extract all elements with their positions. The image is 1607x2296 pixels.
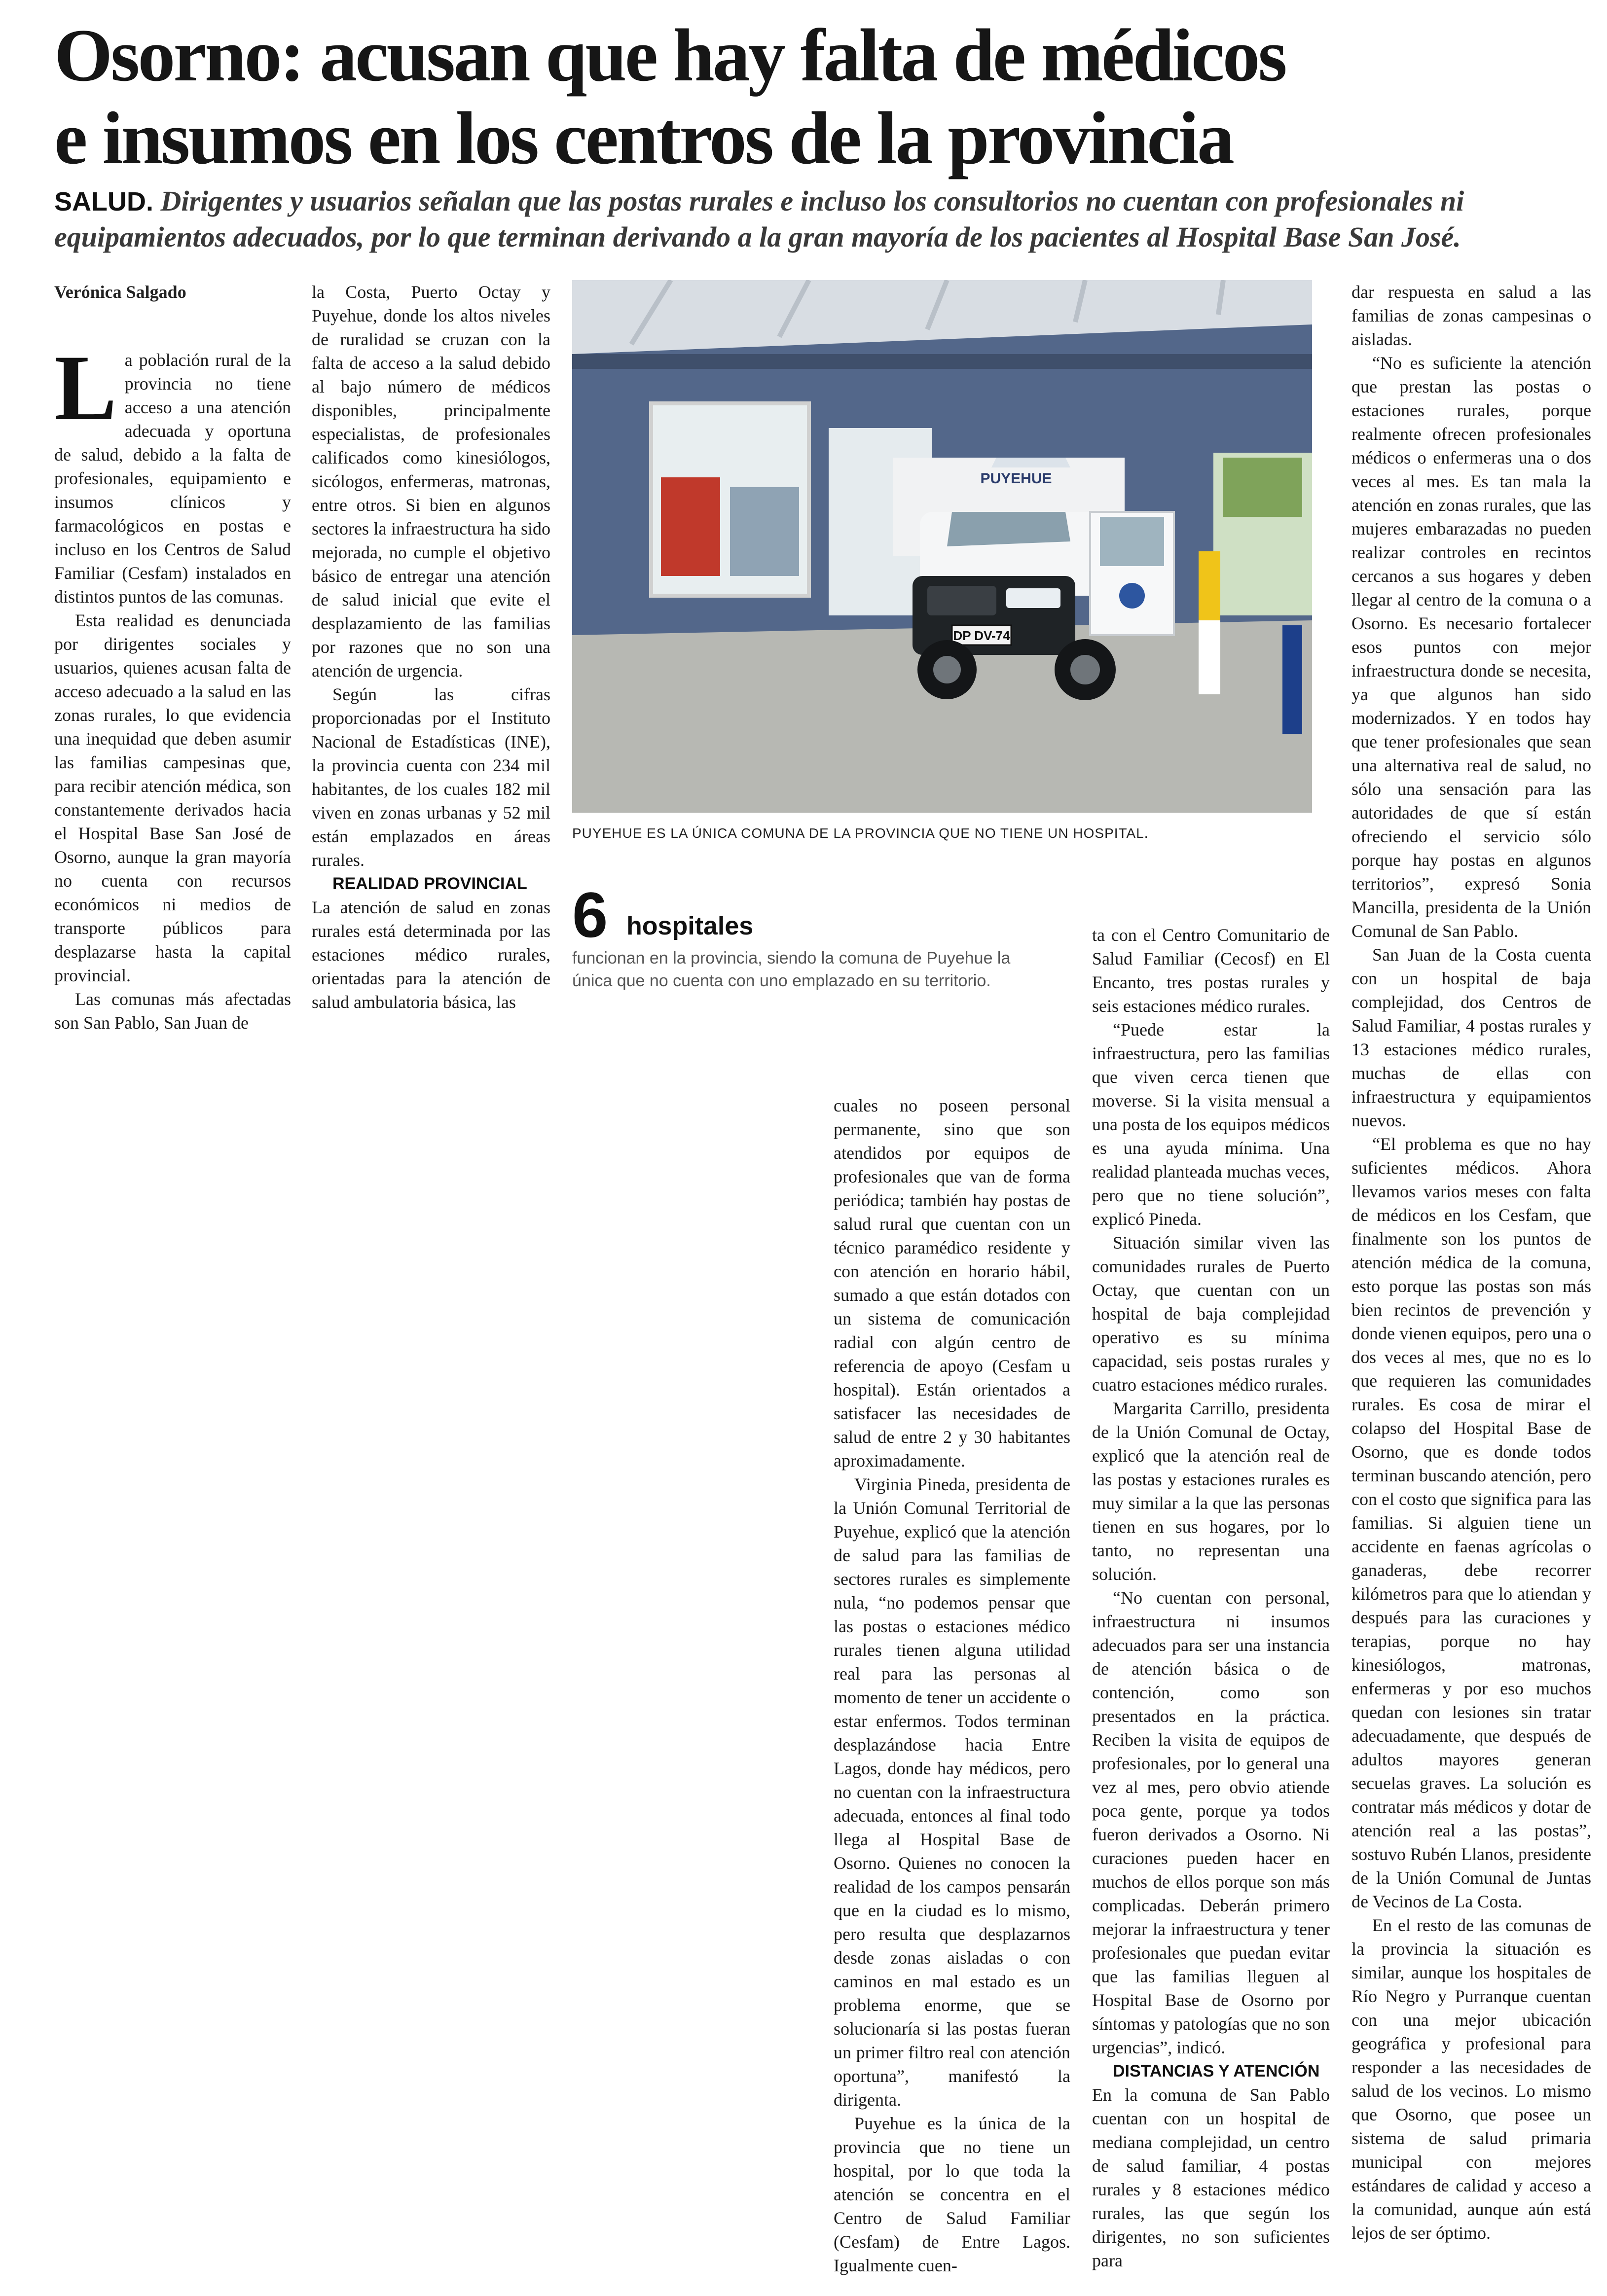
paragraph: la Costa, Puerto Octay y Puyehue, donde los altos niveles de ruralidad se cruzan con la falta de acceso a la salud debido al bajo número de médicos disponibles, principalmente especialistas, de profesionales calificados como kinesiólogos, sicólogos, enfermeras, matronas, entre otros. Si bien en algunos sectores la infraestructura ha sido mejorada, no cumple el objetivo básico de entregar una atención de salud inicial que evite el desplazamiento de las familias por razones que no son una atención de urgencia.	[312, 282, 550, 681]
paragraph: Las comunas más afectadas son San Pablo, San Juan de	[54, 989, 291, 1033]
paragraph: Esta realidad es denunciada por dirigentes sociales y usuarios, quienes acusan falta de acceso adecuado a la salud en las zonas rurales, lo que evidencia una inequidad que deben asumir las familias campesinas que, para recibir atención médica, son constantemente derivados hacia el Hospital Base San José de Osorno, aunque la gran mayoría no cuenta con recursos económicos ni medios de transporte públicos para desplazarse hasta la capital provincial.	[54, 610, 291, 985]
stat-label: hospitales	[626, 912, 754, 940]
paragraph: “Puede estar la infraestructura, pero las familias que viven cerca tienen que moverse. Si la visita mensual a una posta de los equipos médicos es una ayuda mínima. Una realidad planteada muchas veces, pero que no tiene solución”, explicó Pineda.	[1092, 1020, 1330, 1229]
plate-text: DP DV-74	[953, 628, 1010, 643]
stat-description: funcionan en la provincia, siendo la comuna de Puyehue la única que no cuenta con uno emplazado en su territorio.	[572, 949, 1011, 990]
paragraph: Virginia Pineda, presidenta de la Unión Comunal Territorial de Puyehue, explicó que la atención de salud para las familias de sectores rurales es simplemente nula, “no podemos pensar que las postas o estaciones médico rurales tienen alguna utilidad real para las personas al momento de tener un accidente o estar enfermos. Todos terminan desplazándose hacia Entre Lagos, donde hay médicos, pero no cuentan con la infraestructura adecuada, entonces al final todo llega al Hospital Base de Osorno. Quienes no conocen la realidad de los campos pensarán que en la ciudad es lo mismo, pero resulta que desplazarnos desde zonas aisladas o con caminos en mal estado es un problema enorme, que se solucionaría si las postas fueran un primer filtro real con atención oportuna”, manifestó la dirigenta.	[834, 1474, 1070, 2110]
paragraph: “No es suficiente la atención que prestan las postas o estaciones rurales, porque realmente ofrecen profesionales médicos o enfermeras una o dos veces al mes. Es tan mala la atención en zonas rurales, que las mujeres embarazadas no pueden realizar controles en recintos cercanos a sus hogares y deben llegar al centro de la comuna o a Osorno. Es necesario fortalecer esos puntos con mejor infraestructura donde se necesita, ya que algunos han sido modernizados. Y en todos hay que tener profesionales que sean una alternativa real de salud, no sólo una sensación para las autoridades de que sí están ofreciendo el servicio sólo porque hay postas en algunos territorios”, expresó Sonia Mancilla, presidenta de la Unión Comunal de San Pablo.	[1351, 353, 1591, 941]
photo-caption: PUYEHUE ES LA ÚNICA COMUNA DE LA PROVINCIA QUE NO TIENE UN HOSPITAL.	[572, 825, 1149, 841]
section-tag: SALUD.	[54, 187, 153, 216]
column-4	[1092, 923, 1330, 2277]
news-photo	[572, 280, 1312, 813]
column-1	[54, 280, 291, 1049]
paragraph: En el resto de las comunas de la provincia la situación es similar, aunque los hospitales de Río Negro y Purranque cuentan con una mejor ubicación geográfica y profesional para responder a las necesidades de salud de los vecinos. Lo mismo que Osorno, que posee un sistema de salud primaria municipal con mejores estándares de calidad y acceso a la comunidad, aunque aún está lejos de ser óptimo.	[1351, 1915, 1591, 2243]
headline	[54, 14, 1554, 179]
lead-paragraph: La población rural de la provincia no tiene acceso a una atención adecuada y oportuna de salud, debido a la falta de profesionales, equipamiento e insumos clínicos y farmacológicos en postas e incluso en los Centros de Salud Familiar (Cesfam) instalados en distintos puntos de las comunas.	[54, 336, 291, 607]
subhead-realidad-provincial: REALIDAD PROVINCIAL	[332, 874, 527, 893]
paragraph: dar respuesta en salud a las familias de zonas campesinas o aisladas.	[1351, 282, 1591, 349]
paragraph: ta con el Centro Comunitario de Salud Familiar (Cecosf) en El Encanto, tres postas rurales y seis estaciones médico rurales.	[1092, 925, 1330, 1016]
column-5	[1351, 280, 1591, 2277]
deck-text: Dirigentes y usuarios señalan que las postas rurales e incluso los consultorios no cuentan con profesionales ni equipamientos adecuados, por lo que terminan derivando a la gran mayoría de los pacientes al Hospital Base San José.	[54, 185, 1464, 253]
paragraph: Margarita Carrillo, presidenta de la Unión Comunal de Octay, explicó que la atención real de las postas y estaciones rurales es muy similar a la que las personas tienen en sus hogares, por lo tanto, no representan una solución.	[1092, 1399, 1330, 1584]
paragraph: “El problema es que no hay suficientes médicos. Ahora llevamos varios meses con falta de médicos en los Cesfam, que finalmente son los puntos de atención médica de la comuna, esto porque las postas son más bien recintos de prevención y donde vienen equipos, pero una o dos veces al mes, que no es lo que requieren las comunidades rurales. Es cosa de mirar el colapso del Hospital Base de Osorno, que es donde todos terminan buscando atención, pero con el costo que significa para las familias. Si alguien tiene un accidente en faenas agrícolas o ganaderas, debe recorrer kilómetros para que lo atiendan y después para las curaciones y terapias, porque no hay kinesiólogos, matronas, enfermeras y por eso muchos quedan con lesiones sin tratar adecuadamente, que después de adultos mayores generan secuelas graves. La solución es contratar más médicos y dotar de atención real a las postas”, sostuvo Rubén Llanos, presidente de la Unión Comunal de Juntas de Vecinos de La Costa.	[1351, 1134, 1591, 1911]
subhead-distancias-y-atencion: DISTANCIAS Y ATENCIÓN	[1113, 2062, 1320, 2081]
ambulance-photo-illustration	[572, 280, 1312, 813]
paragraph: Situación similar viven las comunidades rurales de Puerto Octay, que cuentan con un hospital de baja complejidad operativo es su mínima capacidad, seis postas rurales y cuatro estaciones médico rurales.	[1092, 1233, 1330, 1395]
column-3	[834, 1094, 1070, 2277]
headline-line-1: Osorno: acusan que hay falta de médicos	[54, 14, 1285, 97]
paragraph: San Juan de la Costa cuenta con un hospital de baja complejidad, dos Centros de Salud Familiar, 4 postas rurales y 13 estaciones médico rurales, muchas de ellas con infraestructura y equipamientos nuevos.	[1351, 945, 1591, 1130]
paragraph: La atención de salud en zonas rurales está determinada por las estaciones médico rurales, orientadas para la atención de salud ambulatoria básica, las	[312, 897, 550, 1012]
ambulance-label: PUYEHUE	[980, 470, 1052, 487]
paragraph: “No cuentan con personal, infraestructura ni insumos adecuados para ser una instancia de atención básica o de contención, como son presentados en la práctica. Reciben la visita de equipos de profesionales, por lo general una vez al mes, pero obvio atiende poca gente, porque ya todos fueron derivados a Osorno. Ni curaciones pueden hacer en muchos de ellos porque son más complicadas. Deberán primero mejorar la infraestructura y tener profesionales que puedan evitar que las familias lleguen al Hospital Base de Osorno por síntomas y patologías que no son urgencias”, indicó.	[1092, 1588, 1330, 2057]
stat-number: 6	[572, 879, 608, 951]
paragraph: Puyehue es la única de la provincia que no tiene un hospital, por lo que toda la atención se concentra en el Centro de Salud Familiar (Cesfam) de Entre Lagos. Igualmente cuen-	[834, 2114, 1070, 2275]
drop-cap: L	[54, 336, 117, 440]
deck	[54, 183, 1554, 255]
byline: Verónica Salgado	[54, 282, 186, 302]
stat-box	[572, 879, 1036, 1001]
headline-line-2: e insumos en los centros de la provincia	[54, 97, 1233, 179]
paragraph: En la comuna de San Pablo cuentan con un hospital de mediana complejidad, un centro de salud familiar, 4 postas rurales y 8 estaciones médico rurales, las que según los dirigentes, no son suficientes para	[1092, 2085, 1330, 2270]
paragraph: cuales no poseen personal permanente, sino que son atendidos por equipos de profesionales que van de forma periódica; también hay postas de salud rural que cuentan con un técnico paramédico residente y con atención en horario hábil, sumado a que están dotados con un sistema de comunicación radial con algún centro de referencia de apoyo (Cesfam u hospital). Están orientados a satisfacer las necesidades de salud de entre 2 y 30 habitantes aproximadamente.	[834, 1096, 1070, 1471]
column-2	[312, 280, 550, 1049]
paragraph: Según las cifras proporcionadas por el Instituto Nacional de Estadísticas (INE), la provincia cuenta con 234 mil habitantes, de los cuales 182 mil viven en zonas urbanas y 52 mil están emplazados en áreas rurales.	[312, 684, 550, 870]
